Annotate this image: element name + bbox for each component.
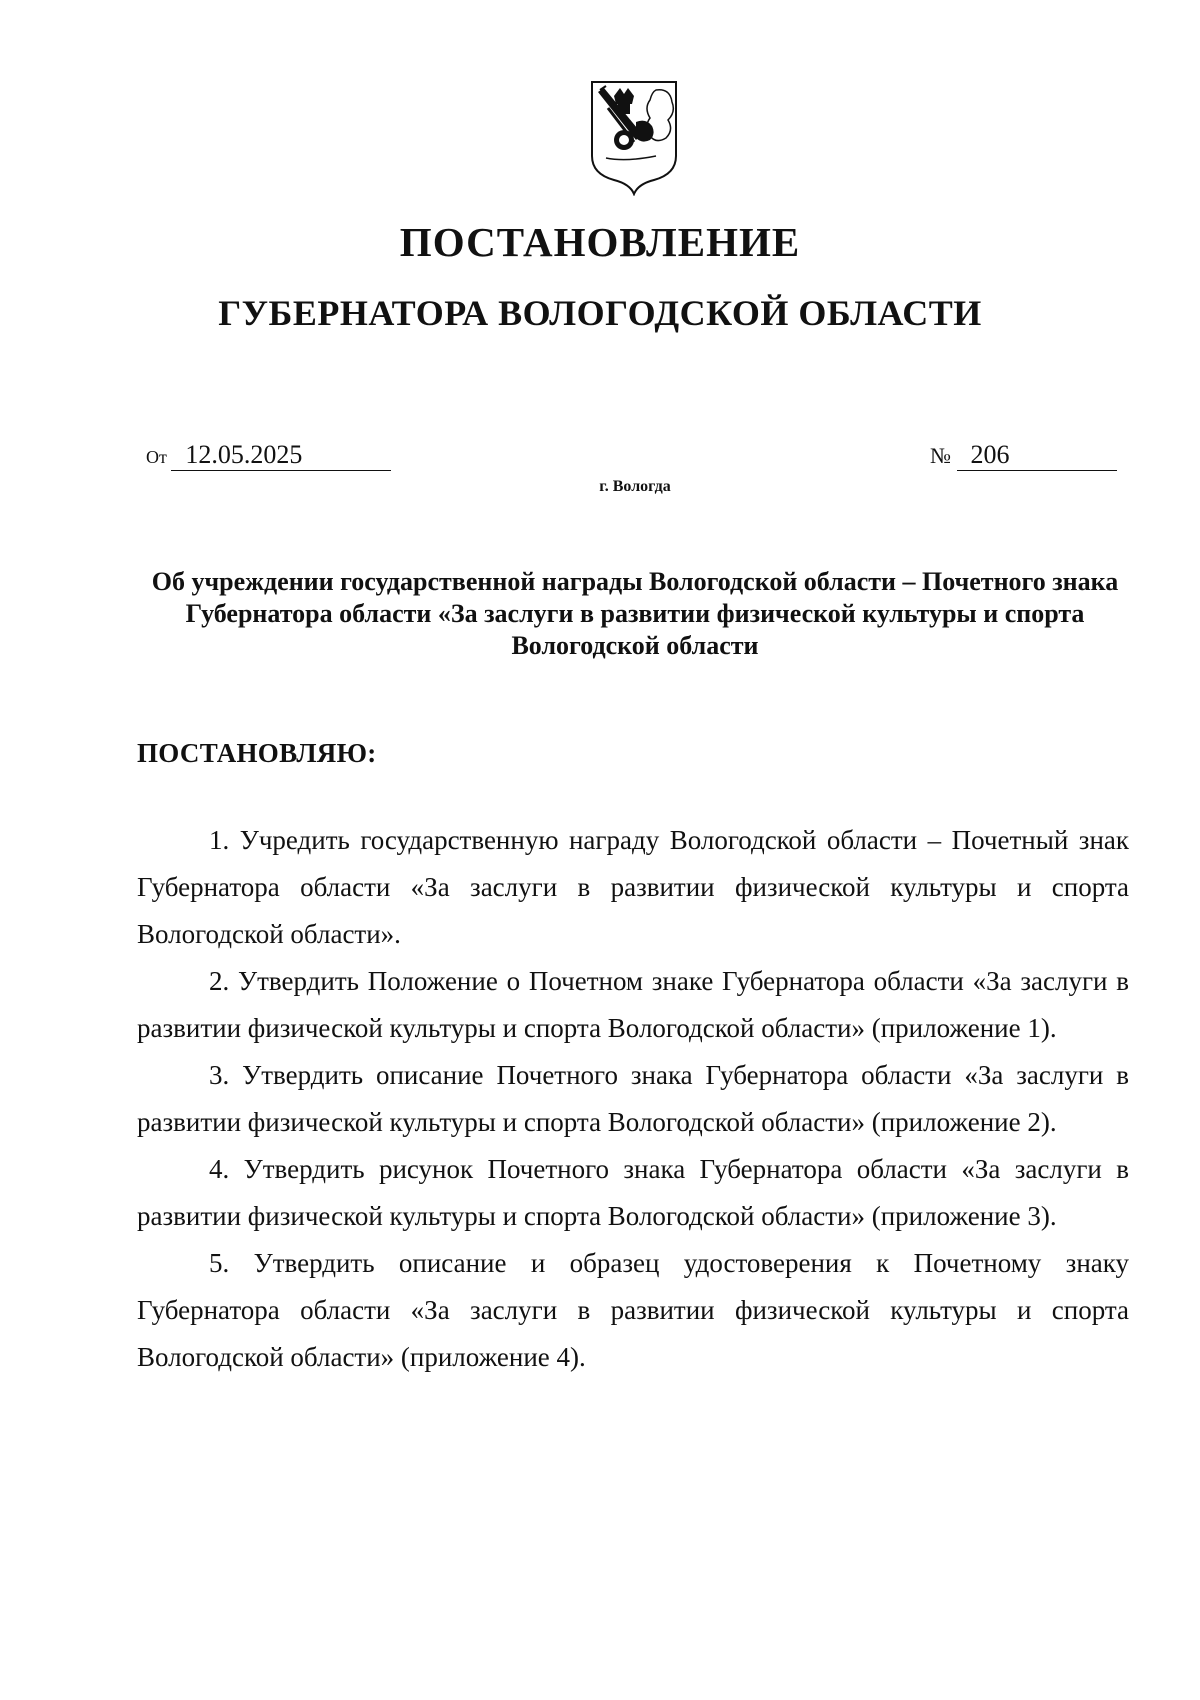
coat-of-arms-icon — [586, 78, 682, 196]
decree-item: 2. Утвердить Положение о Почетном знаке Губернатора области «За заслуги в развитии физической культуры и спорта Вологодской области» (приложение 1). — [137, 966, 1129, 1043]
document-title: ПОСТАНОВЛЕНИЕ — [399, 219, 801, 265]
date-row — [146, 440, 391, 471]
city: г. Вологда — [599, 478, 671, 495]
number-prefix: № — [930, 443, 951, 468]
document-date: 12.05.2025 — [171, 440, 391, 471]
decree-item: 1. Учредить государственную награду Вологодской области – Почетный знак Губернатора области «За заслуги в развитии физической культуры и спорта Вологодской области». — [137, 825, 1129, 949]
decree-word: ПОСТАНОВЛЯЮ: — [137, 738, 377, 768]
document-number: 206 — [957, 440, 1117, 471]
date-prefix: От — [146, 447, 167, 467]
number-row — [930, 440, 1117, 471]
decree-item: 4. Утвердить рисунок Почетного знака Губернатора области «За заслуги в развитии физической культуры и спорта Вологодской области» (приложение 3). — [137, 1154, 1129, 1231]
document-subject: Об учреждении государственной награды Вологодской области – Почетного знака Губернатора области «За заслуги в развитии физической культуры и спорта Вологодской области — [151, 567, 1119, 660]
decree-item: 5. Утвердить описание и образец удостоверения к Почетному знаку Губернатора области «За заслуги в развитии физической культуры и спорта Вологодской области» (приложение 4). — [137, 1248, 1129, 1372]
decree-items — [137, 817, 1129, 1381]
document-subtitle: ГУБЕРНАТОРА ВОЛОГОДСКОЙ ОБЛАСТИ — [218, 293, 982, 333]
decree-item: 3. Утвердить описание Почетного знака Губернатора области «За заслуги в развитии физической культуры и спорта Вологодской области» (приложение 2). — [137, 1060, 1129, 1137]
